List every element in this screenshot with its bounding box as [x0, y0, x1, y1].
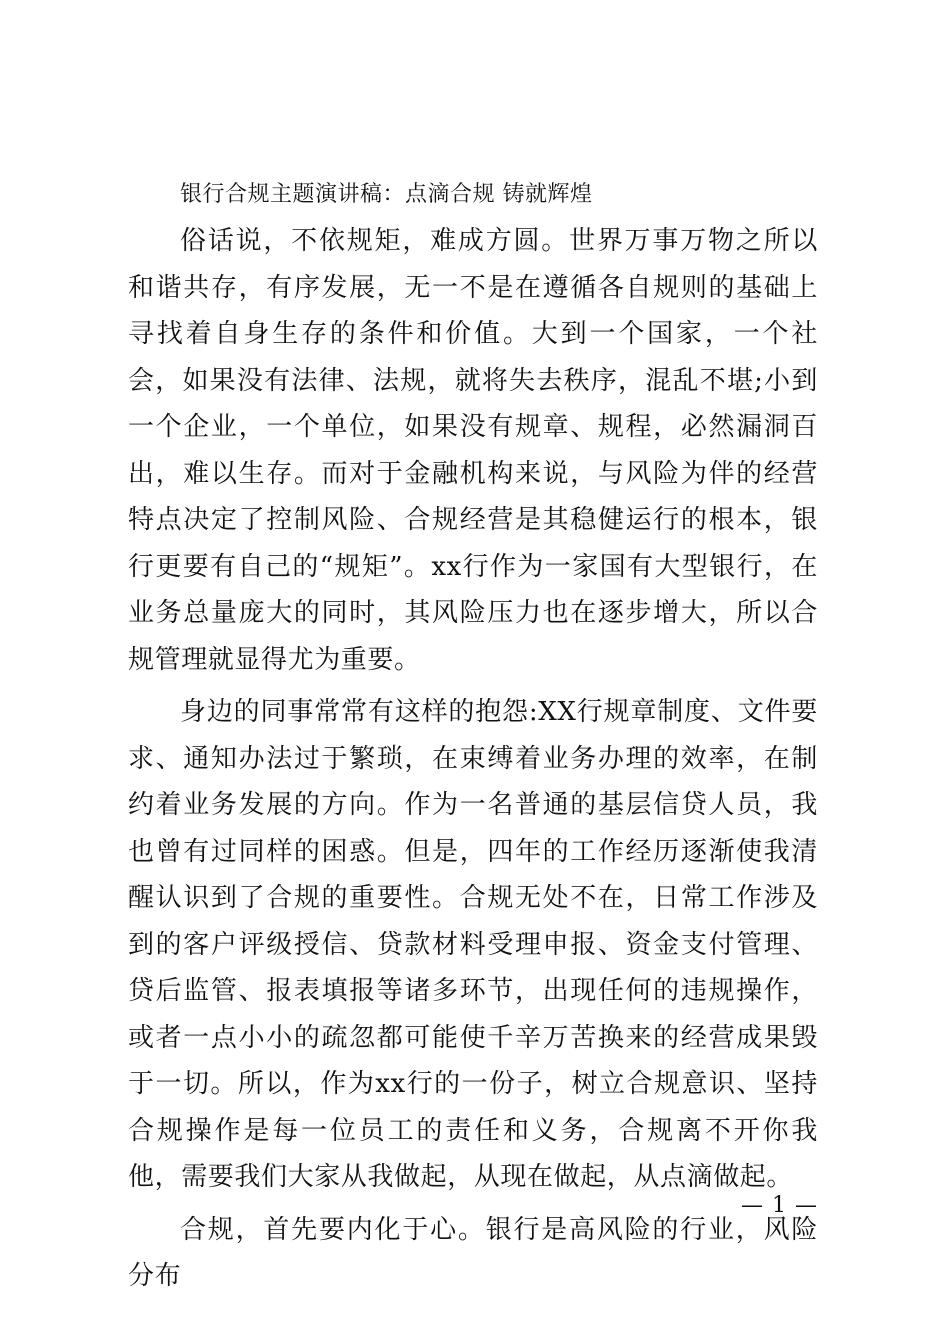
paragraph-1: 俗话说，不依规矩，难成方圆。世界万事万物之所以和谐共存，有序发展，无一不是在遵循各自规则的基础上寻找着自身生存的条件和价值。大到一个国家，一个社会，如果没有法律、法规，就将失去秩序，混乱不堪;小到一个企业，一个单位，如果没有规章、规程，必然漏洞百出，难以生存。而对于金融机构来说，与风险为伴的经营特点决定了控制风险、合规经营是其稳健运行的根本，银行更要有自己的“规矩”。xx行作为一家国有大型银行，在业务总量庞大的同时，其风险压力也在逐步增大，所以合规管理就显得尤为重要。 [128, 226, 818, 675]
page-number: — 1 — [741, 1193, 818, 1218]
document-body [128, 172, 818, 1306]
paragraph-3: 合规，首先要内化于心。银行是高风险的行业，风险分布 [128, 1214, 818, 1291]
paragraph-2: 身边的同事常常有这样的抱怨:XX行规章制度、文件要求、通知办法过于繁琐，在束缚着业务办理的效率，在制约着业务发展的方向。作为一名普通的基层信贷人员，我也曾有过同样的困惑。但是，四年的工作经历逐渐使我清醒认识到了合规的重要性。合规无处不在，日常工作涉及到的客户评级授信、贷款材料受理申报、资金支付管理、贷后监管、报表填报等诸多环节，出现任何的违规操作，或者一点小小的疏忽都可能使千辛万苦换来的经营成果毁于一切。所以，作为xx行的一份子，树立合规意识、坚持合规操作是每一位员工的责任和义务，合规离不开你我他，需要我们大家从我做起，从现在做起，从点滴做起。 [128, 697, 818, 1192]
document-title: 银行合规主题演讲稿：点滴合规 铸就辉煌 [180, 182, 593, 207]
